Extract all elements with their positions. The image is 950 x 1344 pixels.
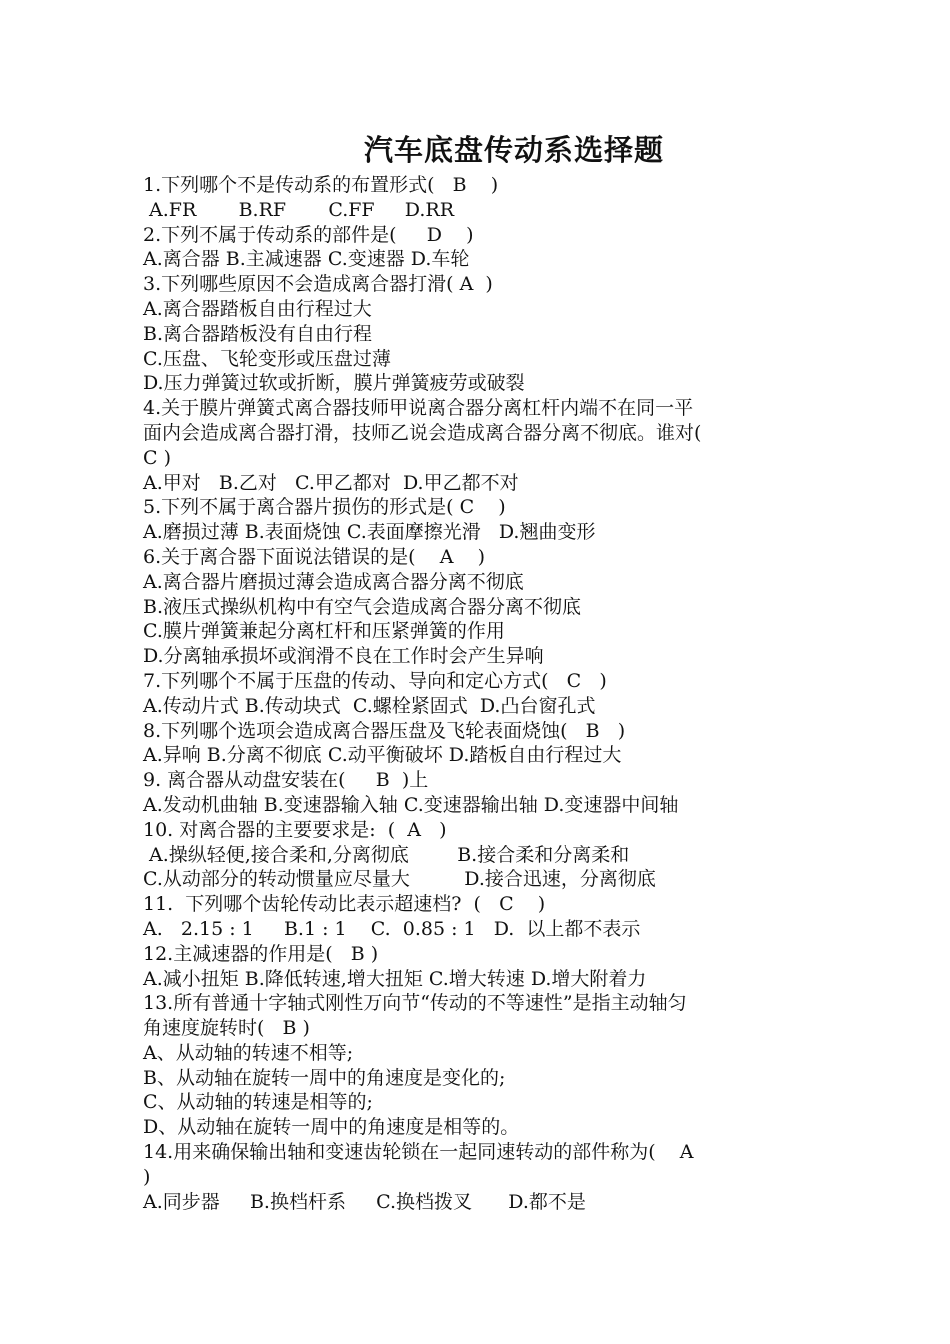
text-line: 12.主减速器的作用是( B ) bbox=[143, 942, 379, 965]
text-line: ) bbox=[143, 1165, 151, 1188]
text-line: C ) bbox=[143, 446, 171, 469]
text-line: A、从动轴的转速不相等; bbox=[143, 1041, 354, 1064]
text-line: A.FR B.RF C.FF D.RR bbox=[143, 198, 455, 221]
text-line: 6.关于离合器下面说法错误的是( A ) bbox=[143, 545, 485, 568]
text-line: A.同步器 B.换档杆系 C.换档拨叉 D.都不是 bbox=[143, 1190, 586, 1213]
text-line: D.压力弹簧过软或折断，膜片弹簧疲劳或破裂 bbox=[143, 372, 525, 395]
text-line: A.发动机曲轴 B.变速器输入轴 C.变速器输出轴 D.变速器中间轴 bbox=[143, 793, 679, 816]
text-line: 14.用来确保输出轴和变速齿轮锁在一起同速转动的部件称为( A bbox=[143, 1141, 694, 1164]
text-line: D.分离轴承损坏或润滑不良在工作时会产生异响 bbox=[143, 645, 544, 668]
text-line: 5.下列不属于离合器片损伤的形式是( C ) bbox=[143, 496, 506, 519]
text-line: A.异响 B.分离不彻底 C.动平衡破坏 D.踏板自由行程过大 bbox=[143, 744, 622, 767]
text-line: 9. 离合器从动盘安装在( B )上 bbox=[143, 769, 429, 792]
text-line: D、从动轴在旋转一周中的角速度是相等的。 bbox=[143, 1116, 520, 1139]
text-line: A.传动片式 B.传动块式 C.螺栓紧固式 D.凸台窗孔式 bbox=[143, 694, 596, 717]
text-line: C.从动部分的转动惯量应尽量大 D.接合迅速，分离彻底 bbox=[143, 868, 656, 891]
text-line: C、从动轴的转速是相等的; bbox=[143, 1091, 373, 1114]
text-line: B.离合器踏板没有自由行程 bbox=[143, 322, 373, 345]
text-line: B、从动轴在旋转一周中的角速度是变化的; bbox=[143, 1066, 506, 1089]
text-line: C.压盘、飞轮变形或压盘过薄 bbox=[143, 347, 391, 370]
text-line: 4.关于膜片弹簧式离合器技师甲说离合器分离杠杆内端不在同一平 bbox=[143, 397, 694, 420]
text-line: A.甲对 B.乙对 C.甲乙都对 D.甲乙都不对 bbox=[143, 471, 519, 494]
text-line: A.磨损过薄 B.表面烧蚀 C.表面摩擦光滑 D.翘曲变形 bbox=[143, 521, 596, 544]
text-line: 10. 对离合器的主要要求是: ( A ) bbox=[143, 818, 447, 841]
document-title: 汽车底盘传动系选择题 bbox=[363, 133, 664, 167]
text-line: A.减小扭矩 B.降低转速,增大扭矩 C.增大转速 D.增大附着力 bbox=[143, 967, 647, 990]
text-line: A.操纵轻便,接合柔和,分离彻底 B.接合柔和分离柔和 bbox=[143, 843, 630, 866]
text-line: 13.所有普通十字轴式刚性万向节“传动的不等速性”是指主动轴匀 bbox=[143, 992, 687, 1015]
text-line: 角速度旋转时( B ) bbox=[143, 1017, 310, 1040]
text-line: 3.下列哪些原因不会造成离合器打滑( A ) bbox=[143, 273, 493, 296]
text-line: 11. 下列哪个齿轮传动比表示超速档? ( C ) bbox=[143, 893, 546, 916]
text-line: B.液压式操纵机构中有空气会造成离合器分离不彻底 bbox=[143, 595, 582, 618]
text-line: 8.下列哪个选项会造成离合器压盘及飞轮表面烧蚀( B ) bbox=[143, 719, 626, 742]
text-line: 1.下列哪个不是传动系的布置形式( B ) bbox=[143, 174, 499, 196]
text-line: C.膜片弹簧兼起分离杠杆和压紧弹簧的作用 bbox=[143, 620, 505, 643]
text-line: A.离合器踏板自由行程过大 bbox=[143, 297, 372, 320]
question-body bbox=[143, 173, 808, 1214]
text-line: A.离合器 B.主减速器 C.变速器 D.车轮 bbox=[143, 248, 470, 271]
text-line: 7.下列哪个不属于压盘的传动、导向和定心方式( C ) bbox=[143, 669, 607, 692]
text-line: 2.下列不属于传动系的部件是( D ) bbox=[143, 223, 474, 246]
text-line: A. 2.15 : 1 B.1 : 1 C. 0.85 : 1 D. 以上都不表示 bbox=[143, 917, 641, 940]
text-line: 面内会造成离合器打滑，技师乙说会造成离合器分离不彻底。谁对( bbox=[143, 421, 702, 444]
text-line: A.离合器片磨损过薄会造成离合器分离不彻底 bbox=[143, 570, 524, 593]
